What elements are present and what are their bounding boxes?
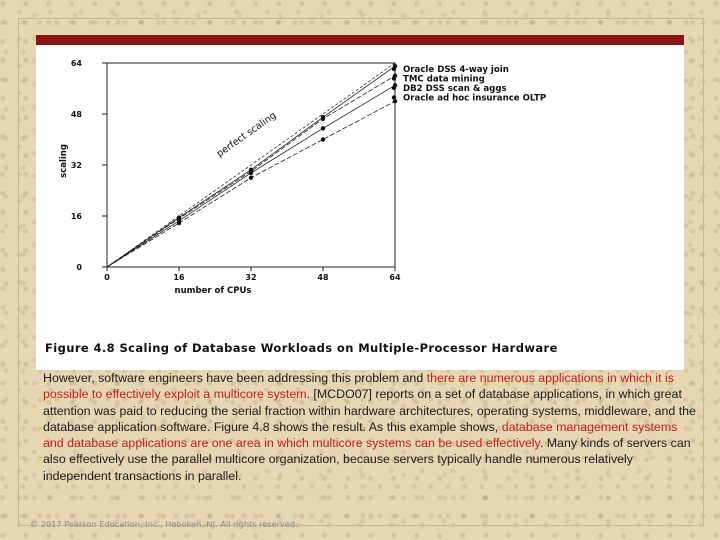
figure-panel — [36, 45, 684, 370]
series-point — [249, 171, 253, 175]
series-point — [321, 126, 325, 130]
body-paragraph — [43, 370, 698, 484]
body-text-segment: . [MCDO07] reports on a set of database applications, in which great attention was paid to reducing the serial fraction within hardware architectures, operating systems, middleware, and the database application software. Figure 4.8 shows the result. As this example shows, — [43, 387, 696, 434]
scaling-chart — [36, 45, 684, 335]
series-point — [177, 221, 181, 225]
perfect-scaling-line — [107, 63, 395, 267]
x-tick-label: 16 — [173, 273, 185, 282]
highlighted-text: database management systems and database applications are one area in which multicore systems can be used effectively — [43, 419, 678, 451]
legend-marker — [392, 86, 396, 90]
legend-entry: Oracle ad hoc insurance OLTP — [403, 93, 547, 104]
legend-marker — [392, 95, 396, 99]
legend-entry: Oracle DSS 4-way join — [403, 65, 509, 75]
y-tick-label: 64 — [70, 59, 82, 68]
figure-caption: Figure 4.8 Scaling of Database Workloads on Multiple-Processor Hardware — [45, 341, 558, 355]
perfect-scaling-annotation: perfect scaling — [214, 109, 279, 160]
y-tick-label: 16 — [70, 212, 82, 221]
title-accent-bar — [36, 35, 684, 45]
legend-marker — [392, 67, 396, 71]
x-tick-label: 0 — [104, 273, 110, 282]
series-point — [249, 176, 253, 180]
x-tick-label: 64 — [389, 273, 401, 282]
x-tick-label: 48 — [317, 273, 329, 282]
body-text-segment: . Many kinds of servers can also effectively use the parallel multicore organization, because servers typically handle numerous relatively independent transactions in parallel. — [43, 436, 691, 483]
highlighted-text: there are numerous applications in which it is possible to effectively exploit a multicore system — [43, 371, 674, 402]
legend-entry: DB2 DSS scan & aggs — [403, 84, 507, 94]
body-text-segment: However, software engineers have been addressing this problem and — [43, 371, 427, 385]
y-axis-label: scaling — [59, 144, 69, 178]
y-tick-label: 0 — [76, 263, 82, 272]
legend-marker — [392, 76, 396, 80]
y-tick-label: 32 — [70, 161, 82, 170]
series-point — [321, 117, 325, 121]
x-tick-label: 32 — [245, 273, 257, 282]
y-tick-label: 48 — [70, 110, 82, 119]
copyright-notice: © 2017 Pearson Education, Inc., Hoboken, NJ. All rights reserved. — [30, 519, 298, 529]
legend-entry: TMC data mining — [403, 74, 485, 85]
series-line — [107, 66, 395, 267]
series-point — [321, 137, 325, 141]
x-axis-label: number of CPUs — [174, 286, 252, 296]
